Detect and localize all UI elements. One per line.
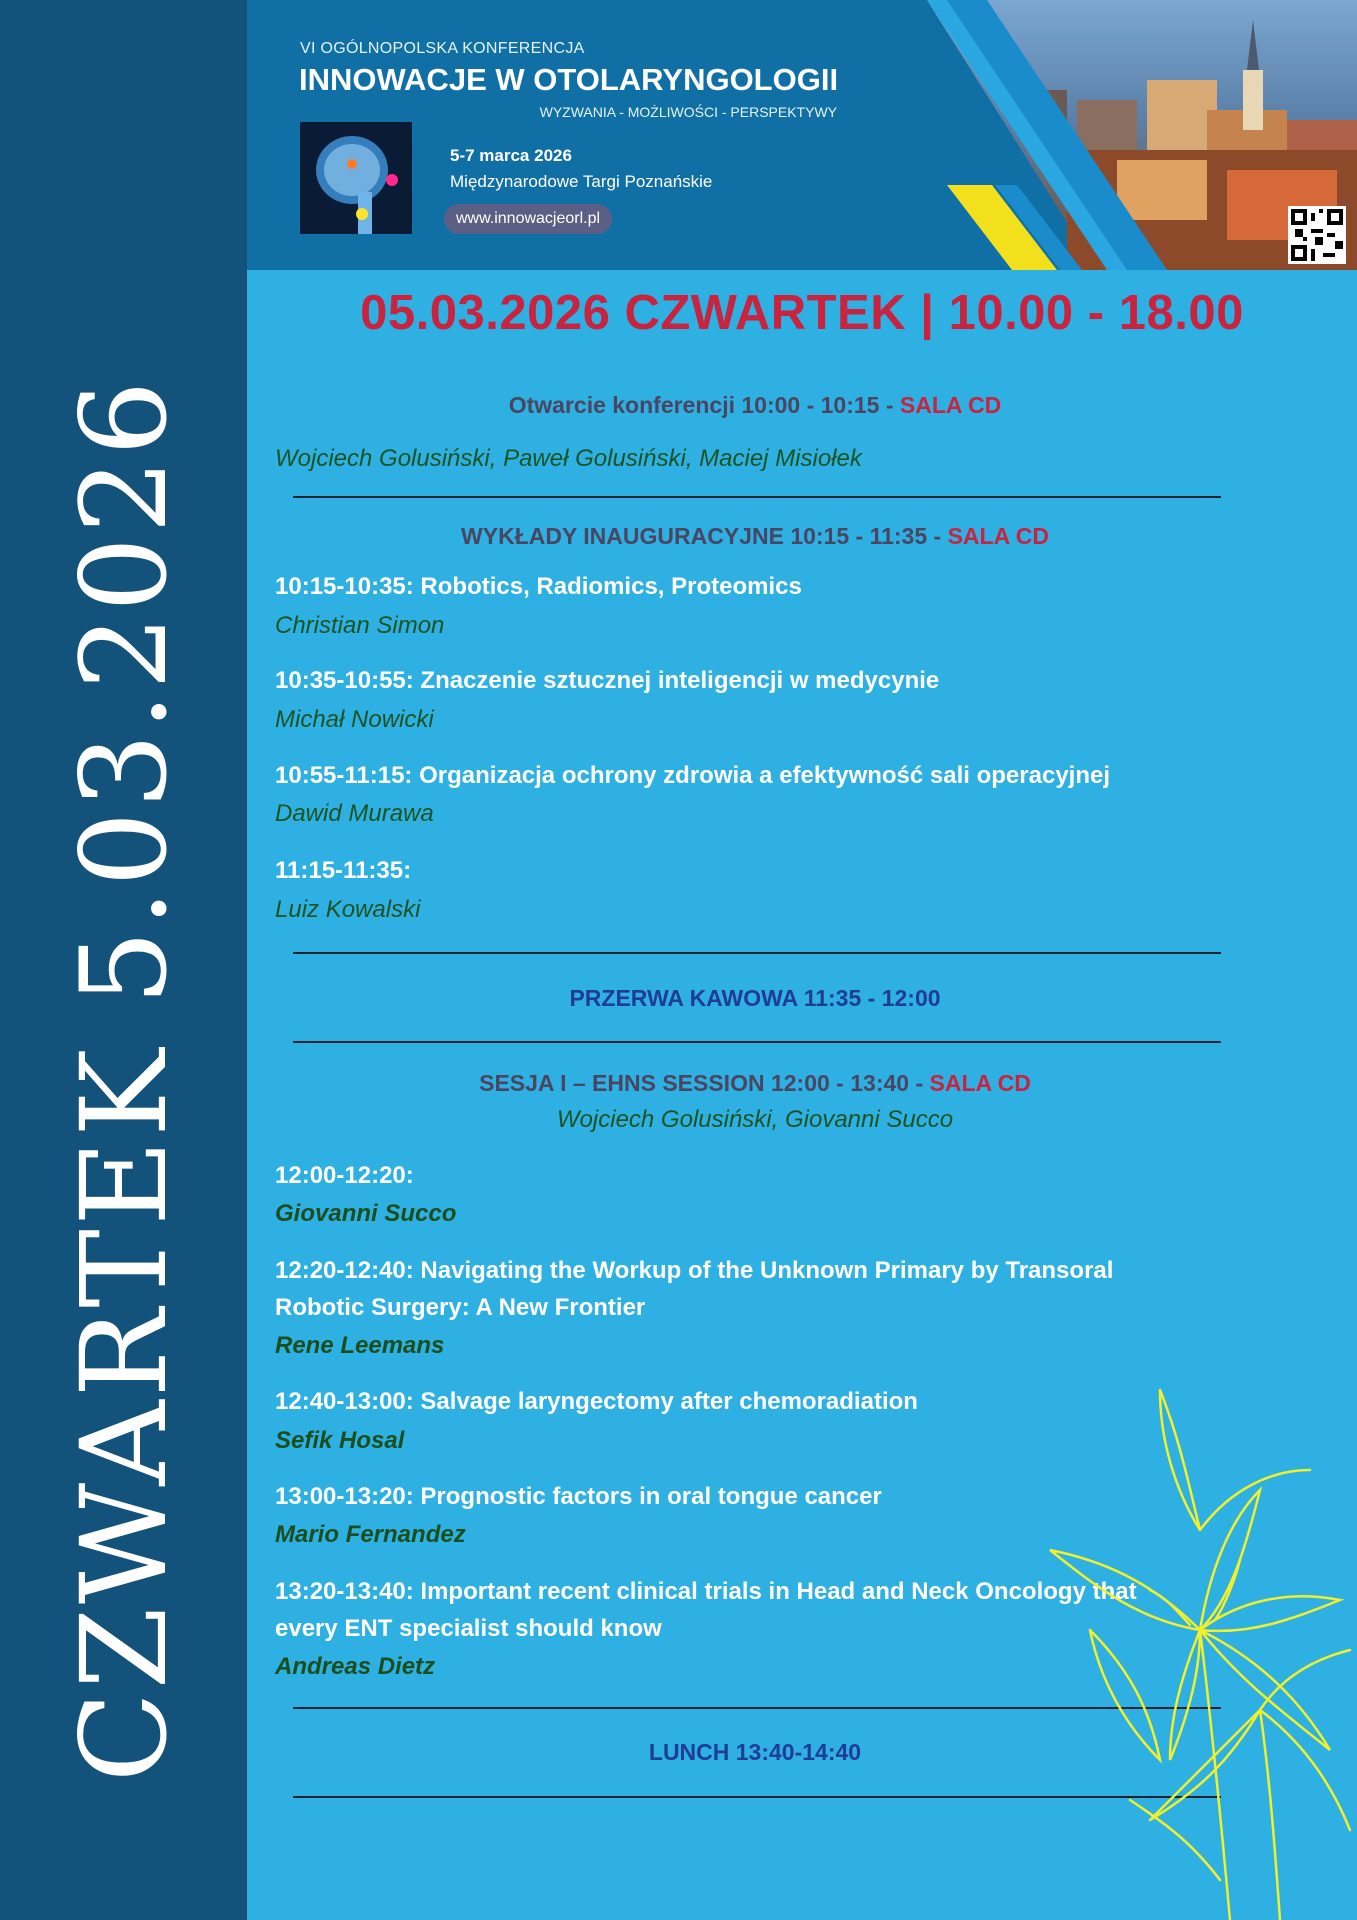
inaugural-heading: [247, 523, 1263, 550]
talk-speaker: Mario Fernandez: [275, 1521, 466, 1548]
talk-title-cont: Robotic Surgery: A New Frontier: [275, 1294, 646, 1321]
divider: [293, 496, 1221, 498]
conference-title: INNOWACJE W OTOLARYNGOLOGII: [299, 62, 839, 97]
talk-title-cont: every ENT specialist should know: [275, 1615, 662, 1642]
lily-flowers-icon: [1030, 1380, 1357, 1920]
sidebar: [0, 0, 247, 1920]
opening-chairs: Wojciech Golusiński, Paweł Golusiński, Maciej Misiołek: [275, 445, 862, 472]
website-link[interactable]: www.innowacjeorl.pl: [444, 204, 612, 234]
talk-speaker: Rene Leemans: [275, 1332, 445, 1359]
talk-speaker: Dawid Murawa: [275, 800, 434, 827]
talk-title: 10:35-10:55: Znaczenie sztucznej inteligencji w medycynie: [275, 667, 940, 694]
talk-title: 12:20-12:40: Navigating the Workup of the Unknown Primary by Transoral: [275, 1257, 1114, 1284]
coffee-break: PRZERWA KAWOWA 11:35 - 12:00: [569, 985, 941, 1011]
talk-title: 13:20-13:40: Important recent clinical trials in Head and Neck Oncology that: [275, 1578, 1137, 1605]
conference-venue: Międzynarodowe Targi Poznańskie: [450, 172, 713, 191]
session1-label: SESJA I – EHNS SESSION 12:00 - 13:40 -: [479, 1070, 924, 1096]
xray-head-image: [300, 122, 412, 234]
talk-speaker: Michał Nowicki: [275, 706, 434, 733]
conference-tagline: WYZWANIA - MOŻLIWOŚCI - PERSPEKTYWY: [539, 104, 837, 120]
day-title: 05.03.2026 CZWARTEK | 10.00 - 18.00: [360, 286, 1244, 340]
session1-room: SALA CD: [929, 1070, 1031, 1096]
talk-speaker: Luiz Kowalski: [275, 896, 421, 923]
divider: [293, 1041, 1221, 1043]
talk-title: 12:00-12:20:: [275, 1162, 414, 1189]
talk-speaker: Christian Simon: [275, 612, 445, 639]
talk-speaker: Andreas Dietz: [275, 1653, 436, 1680]
sidebar-title: CZWARTEK 5.03.2026: [55, 377, 193, 1783]
session1-heading: [247, 1070, 1263, 1097]
talk-title: 13:00-13:20: Prognostic factors in oral tongue cancer: [275, 1483, 882, 1510]
talk-title: 10:55-11:15: Organizacja ochrony zdrowia a efektywność sali operacyjnej: [275, 762, 1111, 789]
talk-speaker: Giovanni Succo: [275, 1200, 457, 1227]
qr-code-icon[interactable]: [1288, 206, 1346, 264]
opening-room: SALA CD: [899, 392, 1002, 418]
inaugural-label: WYKŁADY INAUGURACYJNE 10:15 - 11:35 -: [461, 523, 942, 549]
talk-title: 11:15-11:35:: [275, 857, 412, 884]
divider: [293, 952, 1221, 954]
header-banner: [247, 0, 1357, 270]
conference-kicker: VI OGÓLNOPOLSKA KONFERENCJA: [300, 40, 585, 57]
talk-title: 10:15-10:35: Robotics, Radiomics, Proteomics: [275, 573, 802, 600]
opening-heading: [247, 392, 1263, 419]
conference-dates: 5-7 marca 2026: [450, 146, 572, 165]
lunch-break: LUNCH 13:40-14:40: [648, 1739, 862, 1765]
inaugural-room: SALA CD: [947, 523, 1049, 549]
talk-title: 12:40-13:00: Salvage laryngectomy after chemoradiation: [275, 1388, 918, 1415]
opening-label: Otwarcie konferencji 10:00 - 10:15 -: [508, 392, 894, 418]
xray-head-icon: [300, 122, 412, 234]
talk-speaker: Sefik Hosal: [275, 1427, 405, 1454]
session1-chairs: Wojciech Golusiński, Giovanni Succo: [556, 1106, 954, 1133]
